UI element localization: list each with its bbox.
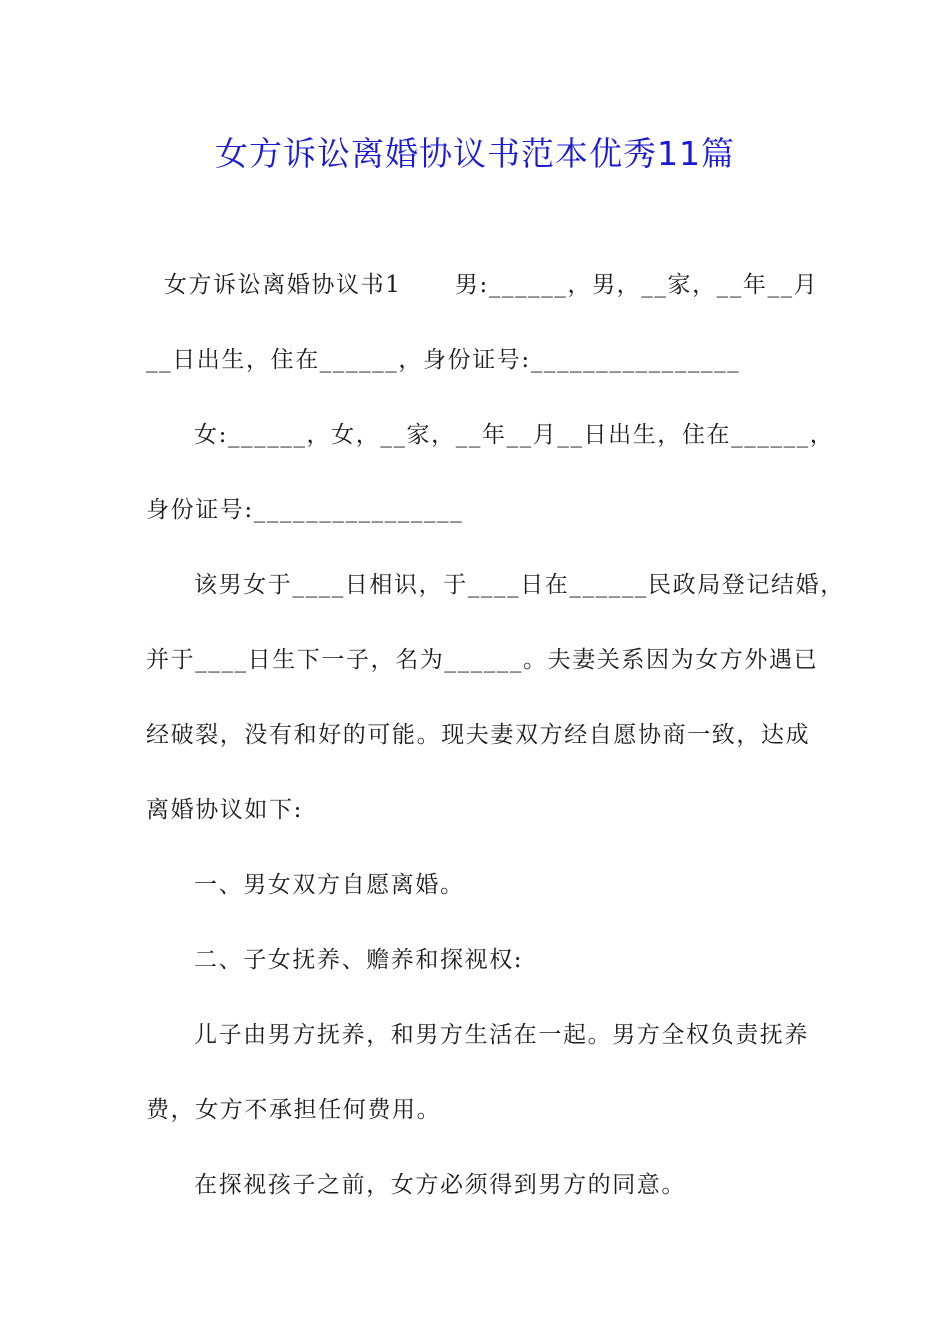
text-line-6: 并于____日生下一子，名为______。夫妻关系因为女方外遇已 xyxy=(146,647,819,673)
text-line-7: 经破裂，没有和好的可能。现夫妻双方经自愿协商一致，达成 xyxy=(146,722,811,748)
text-line-11: 儿子由男方抚养，和男方生活在一起。男方全权负责抚养 xyxy=(194,1022,809,1048)
text-line-9: 一、男女双方自愿离婚。 xyxy=(194,872,465,898)
text-line-1: 女方诉讼离婚协议书1 男:______，男，__家，__年__月 xyxy=(146,272,819,298)
text-line-10: 二、子女抚养、赡养和探视权: xyxy=(194,947,524,973)
text-line-13: 在探视孩子之前，女方必须得到男方的同意。 xyxy=(194,1172,686,1198)
text-line-2: __日出生，住在______，身份证号:________________ xyxy=(146,347,741,373)
text-line-5: 该男女于____日相识，于____日在______民政局登记结婚， xyxy=(194,572,845,598)
text-line-4: 身份证号:________________ xyxy=(146,497,464,523)
text-line-12: 费，女方不承担任何费用。 xyxy=(146,1097,442,1123)
text-line-8: 离婚协议如下: xyxy=(146,797,303,823)
document-title: 女方诉讼离婚协议书范本优秀11篇 xyxy=(215,134,735,173)
text-line-3: 女:______，女，__家，__年__月__日出生，住在______， xyxy=(194,422,835,448)
